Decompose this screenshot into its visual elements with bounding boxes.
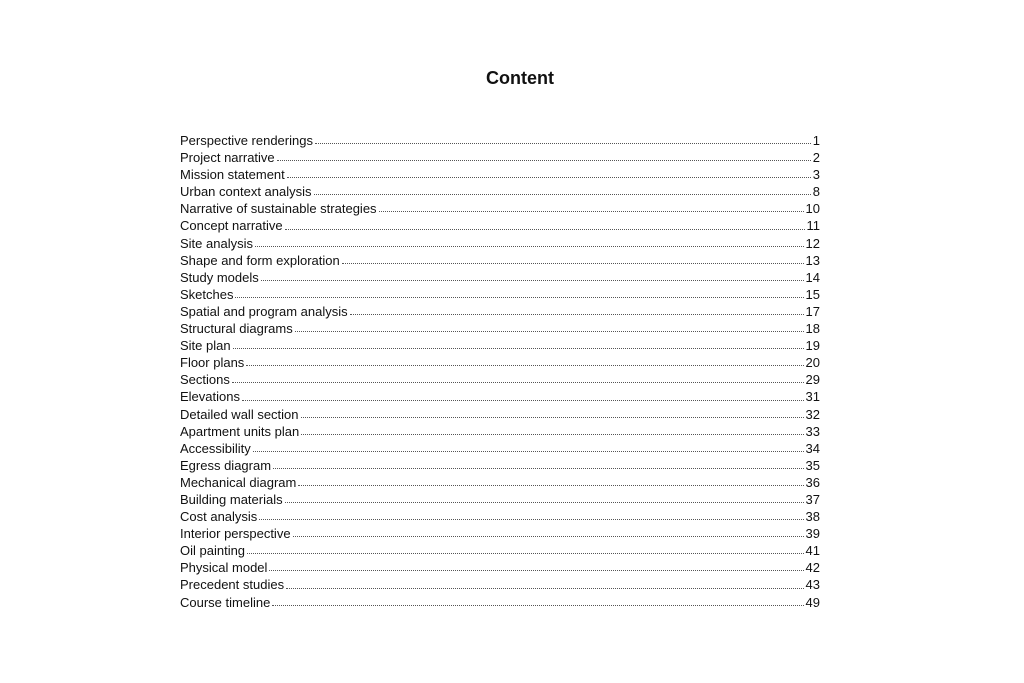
toc-entry-page-number: 8 <box>812 184 820 200</box>
toc-entry[interactable] <box>180 320 820 337</box>
dotted-leader <box>269 570 803 571</box>
dotted-leader <box>277 160 811 161</box>
dotted-leader <box>232 382 804 383</box>
toc-entry-page-number: 38 <box>805 509 820 525</box>
toc-entry[interactable] <box>180 457 820 474</box>
toc-entry-page-number: 18 <box>805 321 820 337</box>
toc-entry[interactable] <box>180 423 820 440</box>
toc-entry-title: Shape and form exploration <box>180 252 340 268</box>
toc-entry[interactable] <box>180 576 820 593</box>
dotted-leader <box>273 468 803 469</box>
toc-entry-page-number: 17 <box>805 303 820 319</box>
toc-entry[interactable] <box>180 235 820 252</box>
toc-entry[interactable] <box>180 542 820 559</box>
toc-entry-title: Sections <box>180 372 230 388</box>
toc-entry[interactable] <box>180 200 820 217</box>
toc-entry-page-number: 12 <box>805 235 820 251</box>
toc-entry-title: Site analysis <box>180 235 253 251</box>
toc-entry-page-number: 41 <box>805 543 820 559</box>
toc-entry-page-number: 29 <box>805 372 820 388</box>
toc-entry-title: Oil painting <box>180 543 246 559</box>
toc-entry-title: Study models <box>180 269 259 285</box>
table-of-contents <box>180 132 820 611</box>
toc-entry-title: Narrative of sustainable strategies <box>180 201 377 217</box>
toc-entry[interactable] <box>180 440 820 457</box>
dotted-leader <box>379 211 804 212</box>
toc-entry-page-number: 32 <box>805 406 820 422</box>
toc-entry-title: Mission statement <box>180 167 285 183</box>
toc-entry-page-number: 19 <box>805 338 820 354</box>
dotted-leader <box>301 434 803 435</box>
dotted-leader <box>285 502 804 503</box>
toc-entry-page-number: 11 <box>806 218 820 234</box>
toc-entry[interactable] <box>180 525 820 542</box>
toc-entry[interactable] <box>180 354 820 371</box>
dotted-leader <box>286 588 803 589</box>
toc-entry-page-number: 35 <box>805 457 820 473</box>
toc-entry-title: Detailed wall section <box>180 406 299 422</box>
dotted-leader <box>261 280 804 281</box>
dotted-leader <box>255 246 804 247</box>
toc-entry[interactable] <box>180 286 820 303</box>
toc-entry-title: Accessibility <box>180 440 251 456</box>
toc-entry-page-number: 15 <box>805 286 820 302</box>
dotted-leader <box>301 417 804 418</box>
toc-entry-title: Floor plans <box>180 355 245 371</box>
toc-entry[interactable] <box>180 594 820 611</box>
toc-entry[interactable] <box>180 474 820 491</box>
dotted-leader <box>247 553 803 554</box>
toc-entry-page-number: 13 <box>805 252 820 268</box>
dotted-leader <box>298 485 803 486</box>
toc-entry[interactable] <box>180 371 820 388</box>
toc-entry-title: Sketches <box>180 286 234 302</box>
dotted-leader <box>272 605 803 606</box>
toc-entry-title: Spatial and program analysis <box>180 303 348 319</box>
dotted-leader <box>253 451 804 452</box>
dotted-leader <box>235 297 803 298</box>
toc-entry-page-number: 43 <box>805 577 820 593</box>
dotted-leader <box>295 331 804 332</box>
toc-entry-page-number: 39 <box>805 526 820 542</box>
toc-entry-title: Project narrative <box>180 150 275 166</box>
dotted-leader <box>233 348 804 349</box>
toc-entry[interactable] <box>180 183 820 200</box>
toc-entry[interactable] <box>180 252 820 269</box>
dotted-leader <box>342 263 804 264</box>
toc-entry[interactable] <box>180 132 820 149</box>
dotted-leader <box>315 143 811 144</box>
dotted-leader <box>259 519 803 520</box>
toc-entry-page-number: 3 <box>812 167 820 183</box>
toc-entry[interactable] <box>180 388 820 405</box>
toc-entry-title: Precedent studies <box>180 577 285 593</box>
toc-entry-title: Urban context analysis <box>180 184 312 200</box>
toc-entry-title: Egress diagram <box>180 457 272 473</box>
toc-entry[interactable] <box>180 217 820 234</box>
toc-entry-page-number: 31 <box>805 389 820 405</box>
toc-entry[interactable] <box>180 149 820 166</box>
toc-entry-title: Interior perspective <box>180 526 291 542</box>
dotted-leader <box>246 365 803 366</box>
toc-entry-page-number: 2 <box>812 150 820 166</box>
toc-entry-page-number: 10 <box>805 201 820 217</box>
toc-entry[interactable] <box>180 269 820 286</box>
toc-entry-title: Building materials <box>180 491 283 507</box>
toc-entry-title: Physical model <box>180 560 268 576</box>
toc-entry-title: Mechanical diagram <box>180 474 297 490</box>
toc-entry[interactable] <box>180 491 820 508</box>
toc-entry-title: Elevations <box>180 389 240 405</box>
toc-entry-title: Site plan <box>180 338 231 354</box>
toc-entry-page-number: 33 <box>805 423 820 439</box>
toc-entry-page-number: 49 <box>805 594 820 610</box>
toc-entry-page-number: 37 <box>805 491 820 507</box>
dotted-leader <box>350 314 804 315</box>
toc-entry-page-number: 42 <box>805 560 820 576</box>
toc-entry[interactable] <box>180 406 820 423</box>
toc-entry-title: Perspective renderings <box>180 133 313 148</box>
dotted-leader <box>287 177 811 178</box>
toc-entry-page-number: 14 <box>805 269 820 285</box>
toc-entry-title: Apartment units plan <box>180 423 300 439</box>
toc-entry-page-number: 36 <box>805 474 820 490</box>
toc-entry-page-number: 1 <box>812 133 820 148</box>
toc-entry[interactable] <box>180 337 820 354</box>
dotted-leader <box>285 229 805 230</box>
toc-entry[interactable] <box>180 508 820 525</box>
toc-entry-title: Concept narrative <box>180 218 283 234</box>
toc-entry-title: Course timeline <box>180 594 271 610</box>
toc-entry-page-number: 20 <box>805 355 820 371</box>
toc-entry[interactable] <box>180 166 820 183</box>
dotted-leader <box>314 194 811 195</box>
dotted-leader <box>293 536 804 537</box>
toc-entry-title: Cost analysis <box>180 509 258 525</box>
dotted-leader <box>242 400 804 401</box>
toc-entry-title: Structural diagrams <box>180 321 293 337</box>
page-title: Content <box>486 68 554 88</box>
toc-entry[interactable] <box>180 303 820 320</box>
toc-entry[interactable] <box>180 559 820 576</box>
toc-entry-page-number: 34 <box>805 440 820 456</box>
